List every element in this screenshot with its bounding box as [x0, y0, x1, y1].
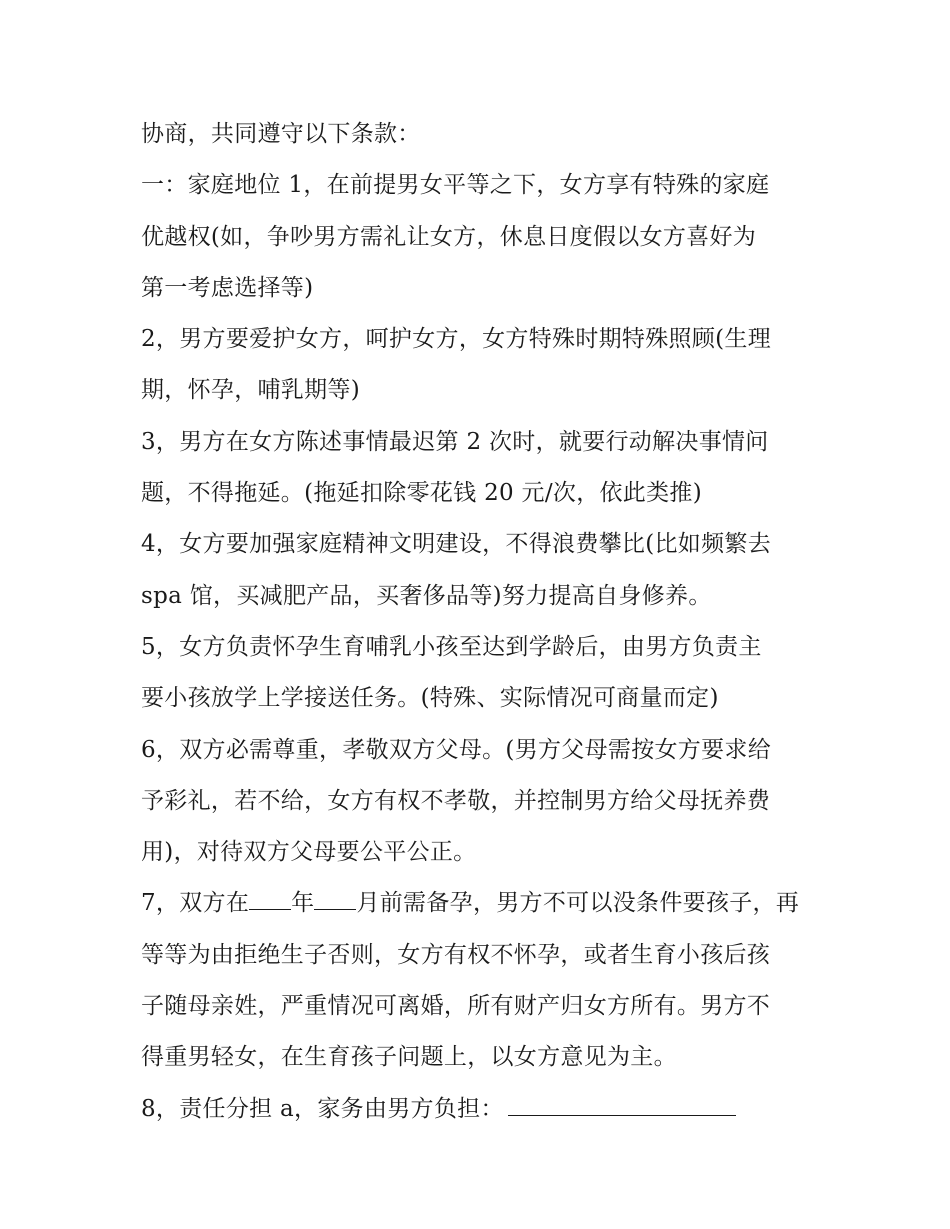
text-line: 一：家庭地位 1，在前提男女平等之下，女方享有特殊的家庭 [141, 172, 770, 199]
housework-blank [508, 1093, 736, 1116]
text-line: 优越权(如，争吵男方需礼让女方，休息日度假以女方喜好为 [141, 223, 757, 250]
text-line: 要小孩放学上学接送任务。(特殊、实际情况可商量而定) [141, 685, 719, 712]
text-line: 6，双方必需尊重，孝敬双方父母。(男方父母需按女方要求给 [141, 736, 772, 763]
text-line: 等等为由拒绝生子否则，女方有权不怀孕，或者生育小孩后孩 [141, 941, 771, 968]
text-line: 用)，对待双方父母要公平公正。 [141, 839, 477, 866]
clause-7-line [141, 878, 821, 929]
clause-8-line [141, 1084, 821, 1135]
month-blank [314, 887, 356, 910]
clause-7-year: 年 [291, 890, 315, 917]
text-line: 4，女方要加强家庭精神文明建设，不得浪费攀比(比如频繁去 [141, 531, 772, 558]
document-body [141, 109, 821, 1135]
text-line: 协商，共同遵守以下条款： [141, 121, 421, 147]
text-line: 期，怀孕，哺乳期等) [141, 377, 360, 404]
text-line: 得重男轻女，在生育孩子问题上，以女方意见为主。 [141, 1044, 677, 1071]
text-line: spa 馆，买减肥产品，买奢侈品等)努力提高自身修养。 [141, 582, 712, 609]
year-blank [249, 887, 291, 910]
text-line: 3，男方在女方陈述事情最迟第 2 次时，就要行动解决事情问 [141, 428, 769, 455]
clause-7-month-suffix: 月前需备孕，男方不可以没条件要孩子，再 [356, 890, 800, 917]
text-line: 第一考虑选择等) [141, 274, 314, 301]
text-line: 5，女方负责怀孕生育哺乳小孩至达到学龄后，由男方负责主 [141, 633, 762, 660]
text-line: 2，男方要爱护女方，呵护女方，女方特殊时期特殊照顾(生理 [141, 326, 772, 353]
text-line: 题，不得拖延。(拖延扣除零花钱 20 元/次，依此类推) [141, 480, 702, 507]
text-line: 子随母亲姓，严重情况可离婚，所有财产归女方所有。男方不 [141, 993, 771, 1020]
clause-7-prefix: 7，双方在 [141, 890, 250, 917]
clause-8-text: 8，责任分担 a，家务由男方负担： [141, 1095, 504, 1122]
text-line: 予彩礼，若不给，女方有权不孝敬，并控制男方给父母抚养费 [141, 787, 771, 814]
